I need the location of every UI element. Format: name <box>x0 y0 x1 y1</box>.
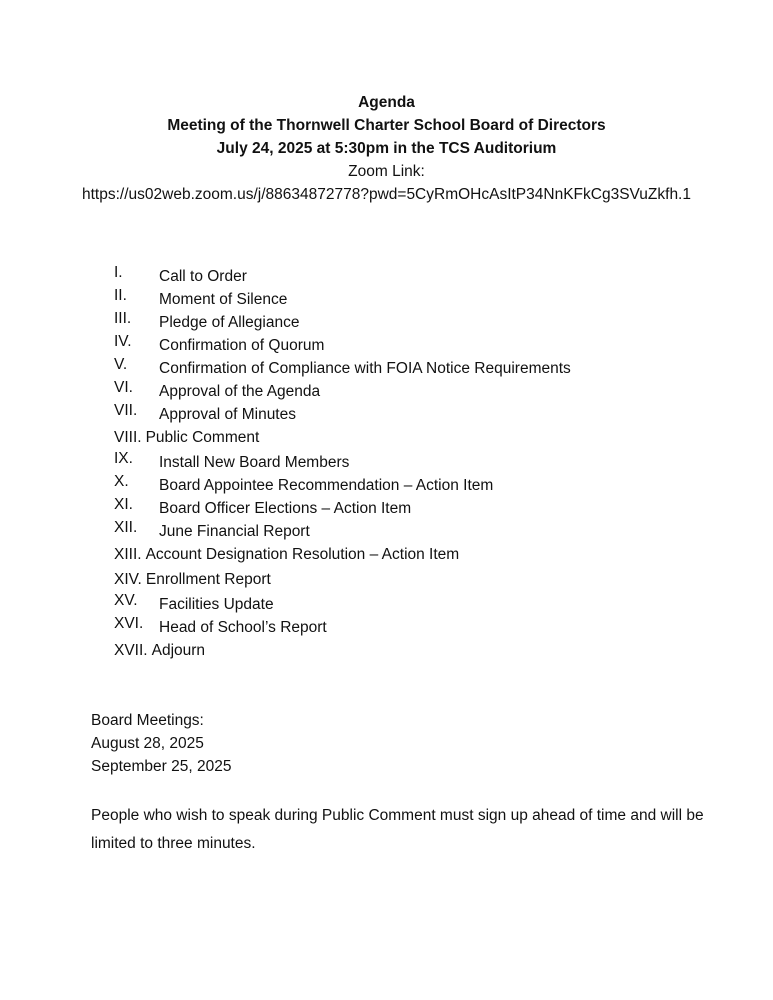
agenda-item <box>114 310 734 333</box>
agenda-item-number: III. <box>114 310 132 327</box>
agenda-item-text: Facilities Update <box>159 596 274 613</box>
agenda-item-number: VI. <box>114 379 133 396</box>
agenda-item-text: Approval of the Agenda <box>159 383 321 400</box>
agenda-item-text: Adjourn <box>151 642 206 659</box>
agenda-item <box>114 356 734 379</box>
agenda-item-number: IV. <box>114 333 132 350</box>
agenda-item <box>114 473 734 496</box>
agenda-item <box>114 592 734 615</box>
agenda-title: Agenda <box>358 94 415 111</box>
agenda-item-number: II. <box>114 287 127 304</box>
agenda-item <box>114 615 734 638</box>
agenda-item-text: Approval of Minutes <box>159 406 296 423</box>
agenda-item-number: I. <box>114 264 123 281</box>
agenda-item-number: IX. <box>114 450 133 467</box>
agenda-item-number: XI. <box>114 496 133 513</box>
agenda-item-number: XIII. <box>114 546 142 563</box>
agenda-item-text: Board Appointee Recommendation – Action Item <box>159 477 494 494</box>
agenda-item-text: Account Designation Resolution – Action Item <box>145 546 460 563</box>
agenda-item-text: Board Officer Elections – Action Item <box>159 500 412 517</box>
agenda-item-text: Head of School’s Report <box>159 619 327 636</box>
agenda-item-text: Confirmation of Compliance with FOIA Notice Requirements <box>159 360 571 377</box>
agenda-item-text: Public Comment <box>145 429 260 446</box>
agenda-item-number: XV. <box>114 592 138 609</box>
agenda-item-number: VII. <box>114 402 138 419</box>
agenda-item-text: Install New Board Members <box>159 454 350 471</box>
agenda-item <box>114 333 734 356</box>
meeting-title: Meeting of the Thornwell Charter School Board of Directors <box>167 117 606 134</box>
agenda-item-text: Enrollment Report <box>145 571 271 588</box>
board-meeting-date: September 25, 2025 <box>91 758 232 775</box>
agenda-item <box>114 264 734 287</box>
agenda-item-number: XII. <box>114 519 138 536</box>
agenda-item <box>114 402 734 425</box>
agenda-item-text: Call to Order <box>159 268 247 285</box>
agenda-item-text: Confirmation of Quorum <box>159 337 325 354</box>
board-meeting-date: August 28, 2025 <box>91 735 204 752</box>
agenda-item <box>114 519 734 542</box>
agenda-item <box>114 450 734 473</box>
agenda-item-number: XIV. <box>114 571 142 588</box>
agenda-list <box>114 264 734 663</box>
agenda-item <box>114 379 734 402</box>
agenda-item <box>114 287 734 310</box>
public-comment-notice: People who wish to speak during Public Comment must sign up ahead of time and will be limited to three minutes. <box>91 807 704 852</box>
agenda-item <box>114 638 734 663</box>
zoom-label: Zoom Link: <box>348 163 425 180</box>
agenda-item-number: VIII. <box>114 429 142 446</box>
agenda-item-text: Moment of Silence <box>159 291 288 308</box>
meeting-datetime: July 24, 2025 at 5:30pm in the TCS Auditorium <box>216 140 557 157</box>
agenda-item <box>114 567 734 592</box>
agenda-item <box>114 425 734 450</box>
board-meetings-label: Board Meetings: <box>91 712 204 729</box>
agenda-item-text: June Financial Report <box>159 523 310 540</box>
agenda-header <box>0 91 773 206</box>
agenda-item-text: Pledge of Allegiance <box>159 314 300 331</box>
agenda-item-number: XVI. <box>114 615 144 632</box>
agenda-item-number: V. <box>114 356 128 373</box>
agenda-footer <box>91 709 731 858</box>
agenda-item <box>114 542 734 567</box>
agenda-item-number: XVII. <box>114 642 148 659</box>
zoom-link[interactable]: https://us02web.zoom.us/j/88634872778?pwd=5CyRmOHcAsItP34NnKFkCg3SVuZkfh.1 <box>82 186 691 203</box>
agenda-item <box>114 496 734 519</box>
agenda-item-number: X. <box>114 473 129 490</box>
